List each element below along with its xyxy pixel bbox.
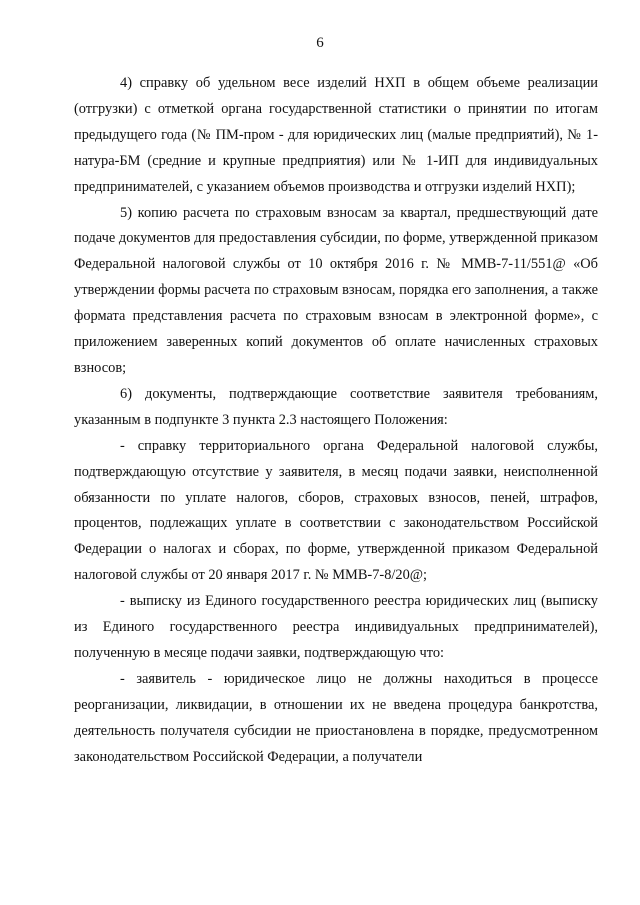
page-number: 6	[316, 35, 324, 51]
document-body	[74, 71, 598, 770]
paragraph-item-4: 4) справку об удельном весе изделий НХП в общем объеме реализации (отгрузки) с отметкой органа государственной статистики о принятии по итогам предыдущего года (№ ПМ-пром - для юридических лиц (малые предприятий), № 1-натура-БМ (средние и крупные предприятия) или № 1-ИП для индивидуальных предпринимателей, с указанием объемов производства и отгрузки изделий НХП);	[74, 75, 598, 195]
paragraph-tax-certificate: - справку территориального органа Федеральной налоговой службы, подтверждающую отсутствие у заявителя, в месяц подачи заявки, неисполненной обязанности по уплате налогов, сборов, страховых взносов, пеней, штрафов, процентов, подлежащих уплате в соответствии с законодательством Российской Федерации о налогах и сборах, по форме, утвержденной приказом Федеральной налоговой службы от 20 января 2017 г. № ММВ-7-8/20@;	[74, 437, 598, 584]
paragraph-registry-extract: - выписку из Единого государственного реестра юридических лиц (выписку из Единого государственного реестра индивидуальных предпринимателей), полученную в месяце подачи заявки, подтверждающую что:	[74, 593, 598, 661]
paragraph-item-6: 6) документы, подтверждающие соответствие заявителя требованиям, указанным в подпункте 3 пункта 2.3 настоящего Положения:	[74, 385, 598, 428]
paragraph-item-5: 5) копию расчета по страховым взносам за квартал, предшествующий дате подаче документов для предоставления субсидии, по форме, утвержденной приказом Федеральной налоговой службы от 10 октября 2016 г. № ММВ-7-11/551@ «Об утверждении формы расчета по страховым взносам, порядка его заполнения, а также формата представления расчета по страховым взносам в электронной форме», с приложением заверенных копий документов об оплате начисленных страховых взносов;	[74, 204, 598, 376]
paragraph-applicant-status: - заявитель - юридическое лицо не должны находиться в процессе реорганизации, ликвидации, в отношении их не введена процедура банкротства, деятельность получателя субсидии не приостановлена в порядке, предусмотренном законодательством Российской Федерации, а получатели	[74, 670, 598, 765]
